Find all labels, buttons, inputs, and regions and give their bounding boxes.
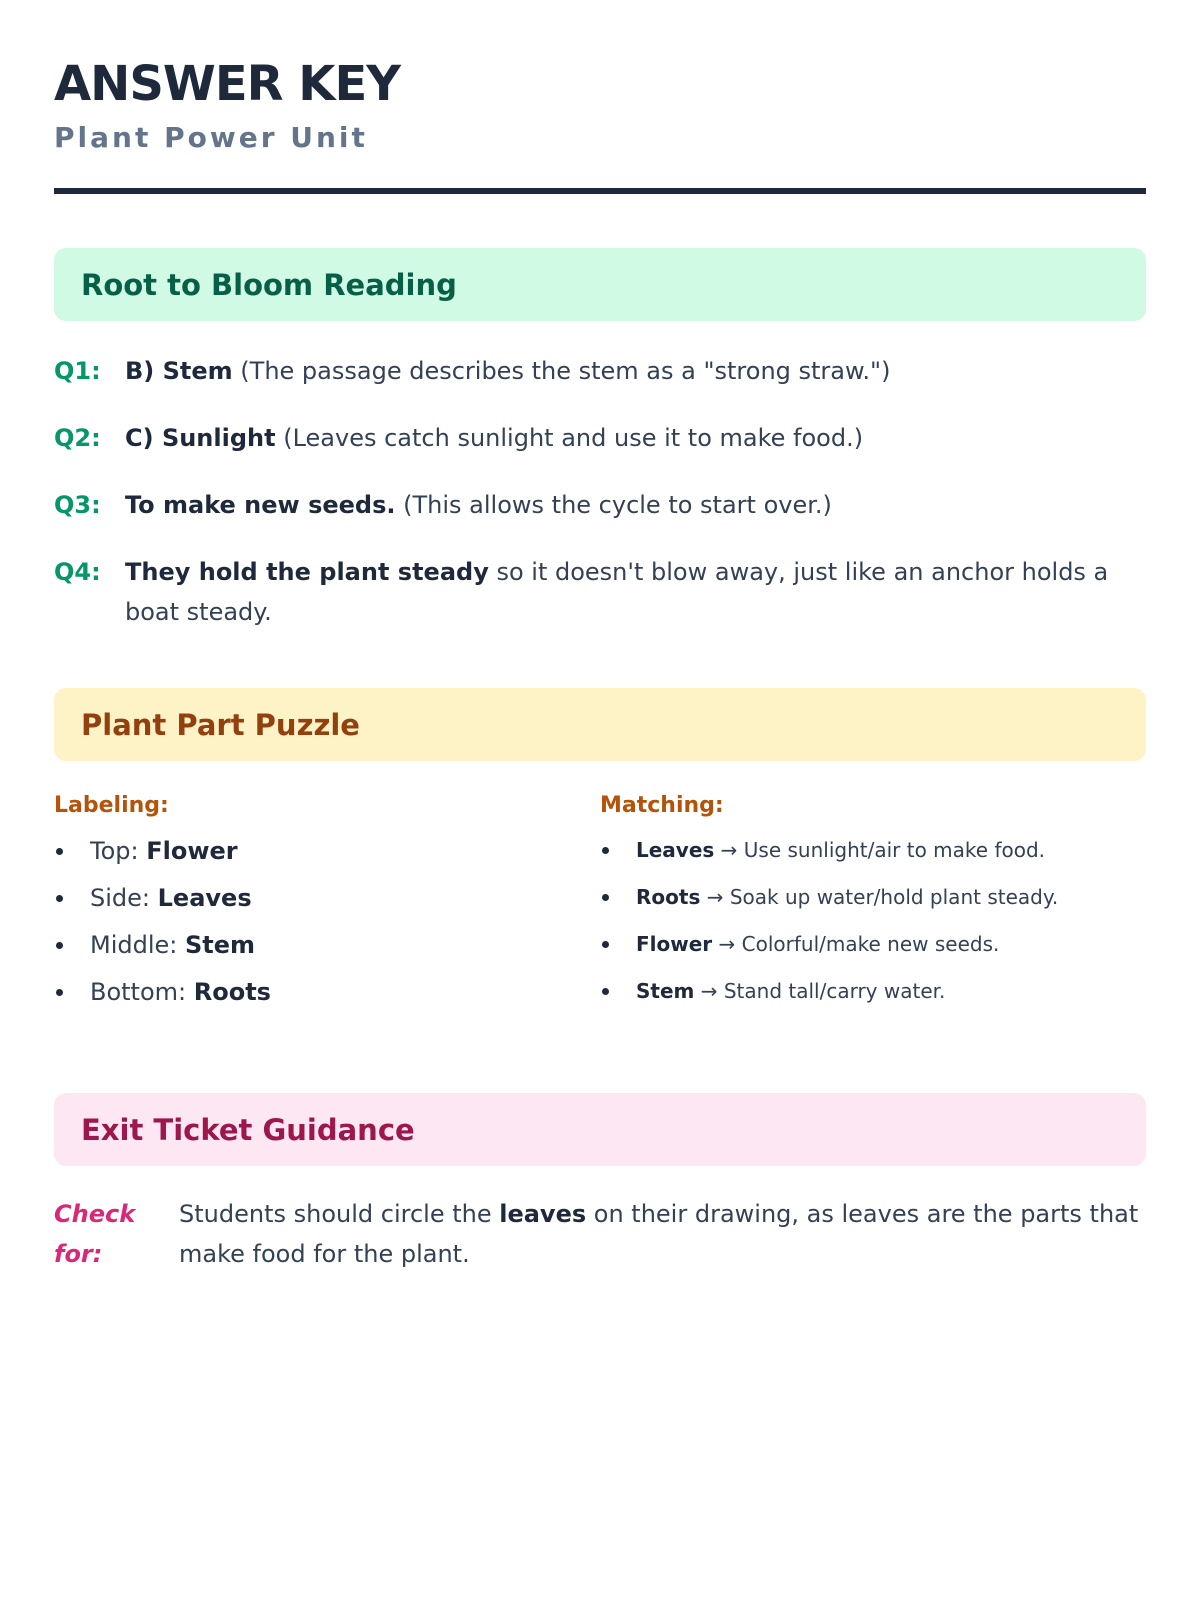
- exit-text-before: Students should circle the: [179, 1200, 500, 1228]
- match-part: Stem: [636, 979, 695, 1003]
- question-answer: [125, 552, 1146, 632]
- matching-list: [600, 835, 1146, 1006]
- list-item: [600, 882, 1146, 912]
- question-label: Q3:: [54, 491, 101, 519]
- label-part: Roots: [193, 978, 271, 1006]
- match-desc: → Colorful/make new seeds.: [712, 932, 1000, 956]
- match-part: Roots: [636, 885, 701, 909]
- answer-bold: C) Sunlight: [125, 424, 276, 452]
- matching-column: [600, 791, 1146, 1023]
- match-part: Flower: [636, 932, 713, 956]
- question-answer: [125, 418, 1146, 458]
- list-item: [600, 929, 1146, 959]
- check-for-label: Check for:: [54, 1200, 136, 1268]
- answer-note: (The passage describes the stem as a "strong straw."): [232, 357, 891, 385]
- answer-note: (Leaves catch sunlight and use it to make food.): [275, 424, 864, 452]
- label-position: Side:: [90, 884, 158, 912]
- question-label: Q1:: [54, 357, 101, 385]
- label-part: Stem: [185, 931, 256, 959]
- question-row: [54, 485, 1146, 525]
- list-item: [54, 882, 600, 914]
- exit-section-header: [54, 1093, 1146, 1166]
- question-row: [54, 418, 1146, 458]
- exit-guidance-text: [179, 1194, 1146, 1274]
- answer-note: (This allows the cycle to start over.): [395, 491, 832, 519]
- list-item: [54, 976, 600, 1008]
- header-divider: [54, 188, 1146, 194]
- answer-note: so it doesn't blow away, just like an anchor holds a boat steady.: [125, 558, 1109, 626]
- reading-section-header: [54, 248, 1146, 321]
- exit-section-title: Exit Ticket Guidance: [81, 1112, 415, 1147]
- list-item: [600, 835, 1146, 865]
- list-item: [54, 835, 600, 867]
- list-item: [600, 976, 1146, 1006]
- exit-text-after: on their drawing, as leaves are the parts that make food for the plant.: [179, 1200, 1139, 1268]
- match-part: Leaves: [636, 838, 715, 862]
- question-answer: [125, 485, 1146, 525]
- question-label: Q2:: [54, 424, 101, 452]
- label-part: Leaves: [157, 884, 252, 912]
- exit-text-bold: leaves: [499, 1200, 587, 1228]
- labeling-column: [54, 791, 600, 1023]
- question-answer: [125, 351, 1146, 391]
- answer-bold: B) Stem: [125, 357, 233, 385]
- question-label: Q4:: [54, 558, 101, 586]
- exit-guidance: [54, 1194, 1146, 1274]
- page-subtitle: Plant Power Unit: [54, 121, 368, 154]
- answer-bold: They hold the plant steady: [125, 558, 489, 586]
- label-position: Top:: [90, 837, 147, 865]
- question-row: [54, 351, 1146, 391]
- labeling-list: [54, 835, 600, 1008]
- label-position: Middle:: [90, 931, 185, 959]
- labeling-label: Labeling:: [54, 793, 169, 818]
- match-desc: → Soak up water/hold plant steady.: [700, 885, 1059, 909]
- puzzle-section-title: Plant Part Puzzle: [81, 707, 360, 742]
- label-position: Bottom:: [90, 978, 194, 1006]
- answer-bold: To make new seeds.: [125, 491, 396, 519]
- matching-label: Matching:: [600, 793, 724, 818]
- reading-answers: [54, 351, 1146, 632]
- question-row: [54, 552, 1146, 632]
- list-item: [54, 929, 600, 961]
- puzzle-answers: [54, 791, 1146, 1023]
- reading-section-title: Root to Bloom Reading: [81, 267, 457, 302]
- page-title: ANSWER KEY: [54, 56, 401, 112]
- page-header: [54, 0, 1146, 194]
- match-desc: → Use sunlight/air to make food.: [714, 838, 1046, 862]
- label-part: Flower: [146, 837, 238, 865]
- match-desc: → Stand tall/carry water.: [694, 979, 946, 1003]
- puzzle-section-header: [54, 688, 1146, 761]
